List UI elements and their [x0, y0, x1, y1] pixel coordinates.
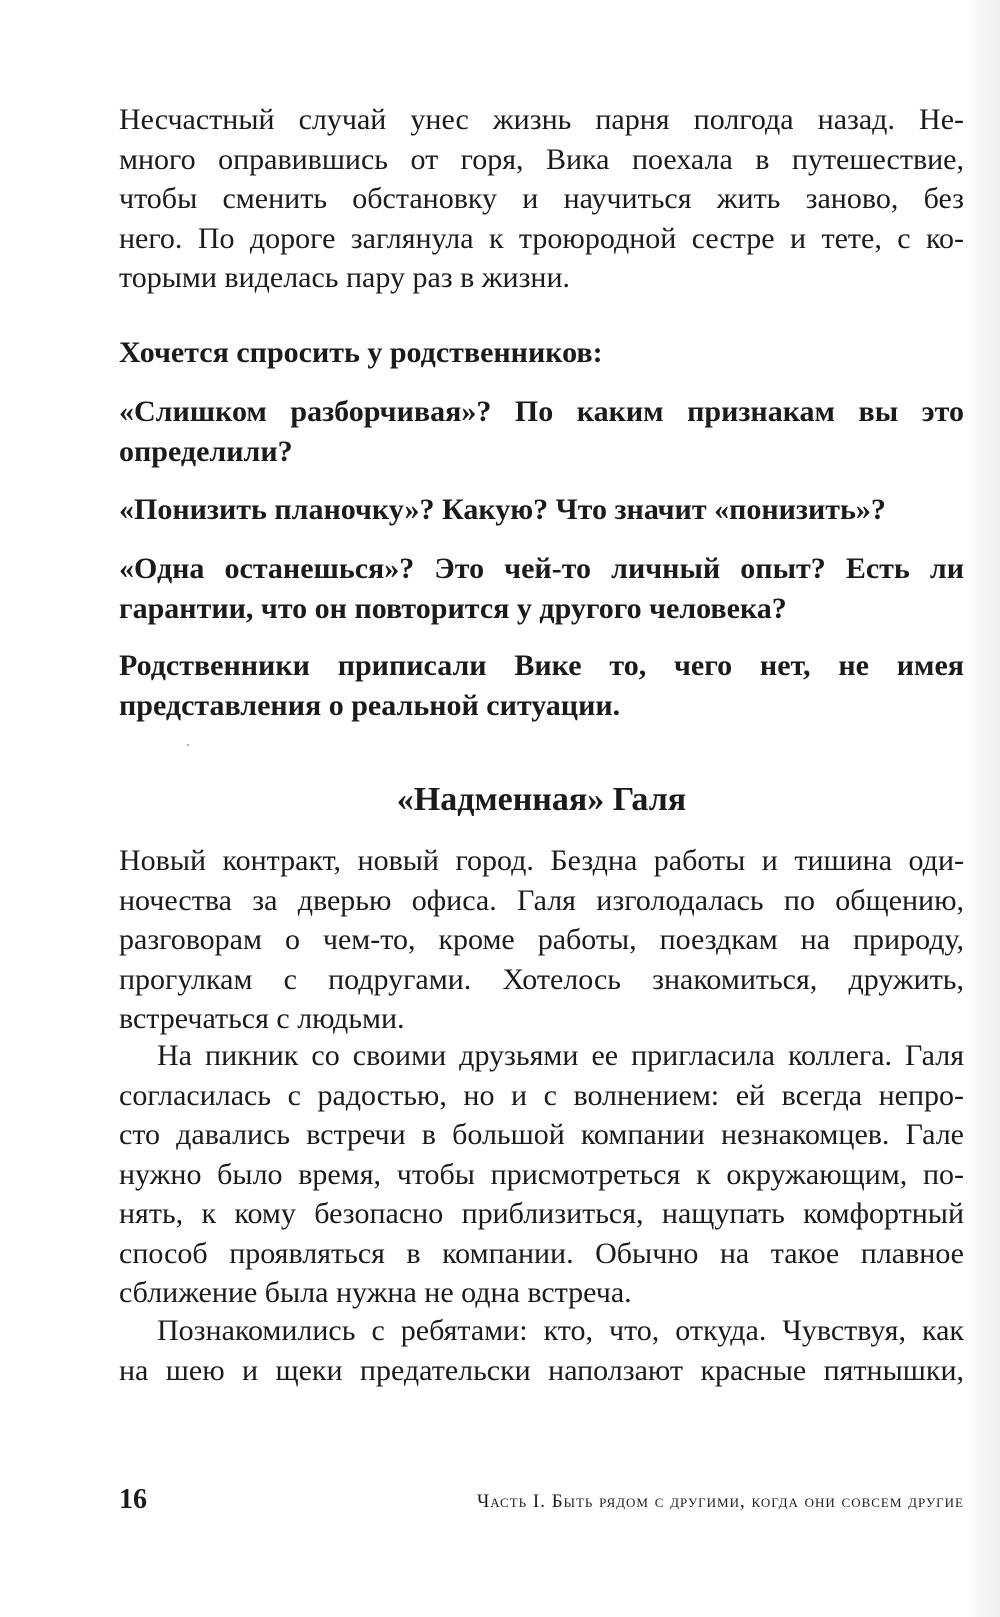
- text-line: него. По дороге заглянула к троюродной сестре и тете, с ко-: [119, 221, 964, 255]
- questions-heading: Хочется спросить у родственников:: [119, 336, 603, 369]
- section-paragraph-3: [119, 1311, 964, 1390]
- text-line: «Понизить планочку»? Какую? Что значит «понизить»?: [119, 493, 886, 526]
- text-line: согласилась с радостью, но и с волнением: ей всегда непро-: [119, 1078, 964, 1112]
- text-line: чтобы сменить обстановку и научиться жить заново, без: [119, 182, 964, 215]
- section-paragraph-1: [119, 841, 964, 1039]
- text-line: нужно было время, чтобы присмотреться к окружающим, по-: [119, 1157, 964, 1191]
- text-line: нять, к кому безопасно приблизиться, нащупать комфортный: [119, 1197, 964, 1230]
- text-line: сближение была нужна не одна встреча.: [119, 1276, 632, 1309]
- question-1: [119, 392, 964, 472]
- intro-paragraph: [119, 100, 964, 298]
- text-line: Познакомились с ребятами: кто, что, откуда. Чувствуя, как: [157, 1314, 964, 1347]
- text-line: много оправившись от горя, Вика поехала в путешествие,: [119, 142, 964, 176]
- text-line: разговорам о чем-то, кроме работы, поездкам на природу,: [119, 923, 964, 956]
- text-line: «Слишком разборчивая»? По каким признакам вы это: [119, 395, 964, 428]
- text-line: «Одна останешься»? Это чей-то личный опыт? Есть ли: [119, 552, 964, 585]
- section-paragraph-2: [119, 1036, 964, 1313]
- text-line: прогулкам с подругами. Хотелось знакомиться, дружить,: [119, 962, 964, 996]
- text-line: торыми виделась пару раз в жизни.: [119, 261, 571, 294]
- running-title: Часть I. Быть рядом с другими, когда они совсем другие: [476, 1491, 964, 1512]
- question-3: [119, 549, 964, 629]
- text-line: определили?: [119, 435, 293, 468]
- text-line: гарантии, что он повторится у другого человека?: [119, 592, 787, 625]
- text-line: встречаться с людьми.: [119, 1002, 405, 1035]
- text-line: ночества за дверью офиса. Галя изголодалась по общению,: [119, 883, 964, 917]
- text-line: Родственники приписали Вике то, чего нет, не имея: [119, 649, 964, 682]
- conclusion-paragraph: [119, 646, 964, 726]
- text-line: Несчастный случай унес жизнь парня полгода назад. Не-: [119, 103, 964, 136]
- text-line: на шею и щеки предательски наползают красные пятнышки,: [119, 1353, 964, 1387]
- page-number: 16: [119, 1484, 147, 1515]
- text-line: На пикник со своими друзьями ее пригласила коллега. Галя: [157, 1039, 964, 1072]
- text-line: представления о реальной ситуации.: [119, 689, 621, 722]
- page-edge-shadow: [964, 0, 1000, 1617]
- print-speck: [187, 744, 189, 746]
- text-line: сто давались встречи в большой компании незнакомцев. Гале: [119, 1118, 964, 1151]
- text-line: способ проявляться в компании. Обычно на такое плавное: [119, 1236, 964, 1270]
- section-title: «Надменная» Галя: [396, 781, 687, 818]
- question-2: [119, 490, 964, 530]
- text-line: Новый контракт, новый город. Бездна работы и тишина оди-: [119, 844, 964, 877]
